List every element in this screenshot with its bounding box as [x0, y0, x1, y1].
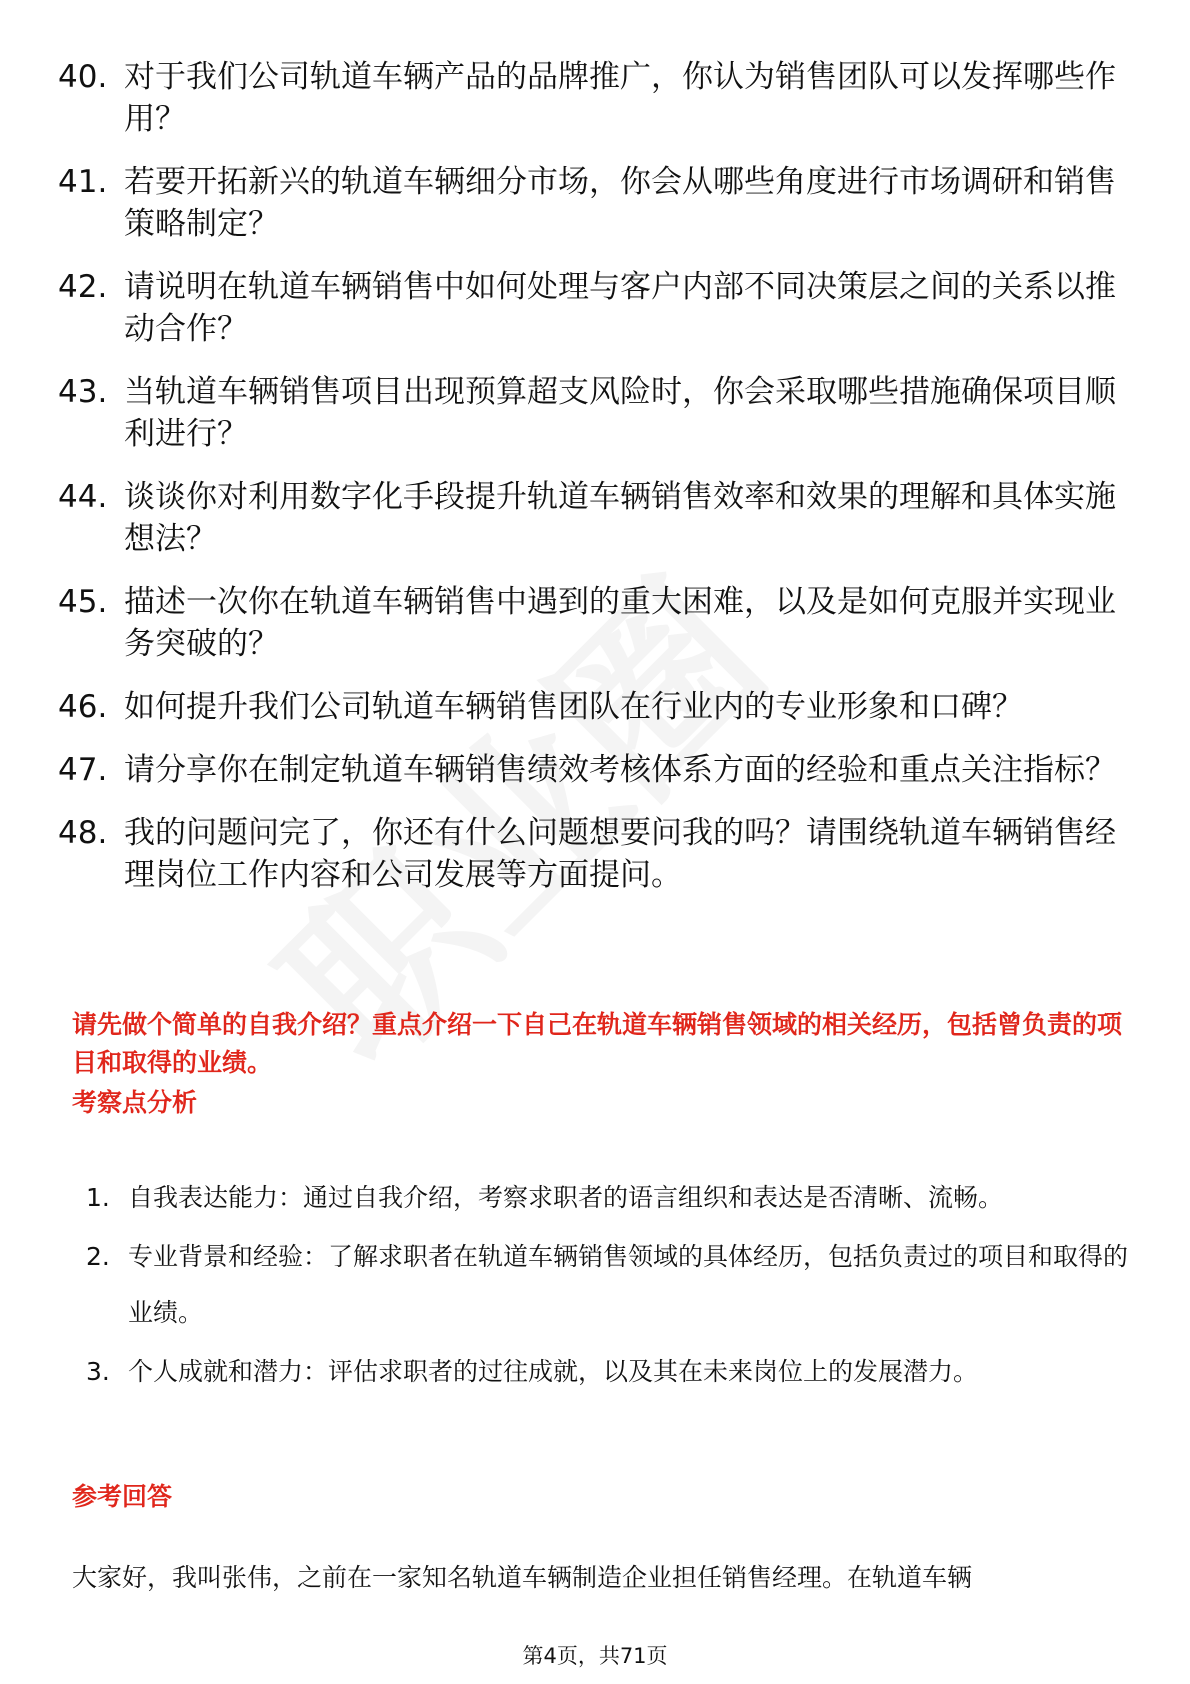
analysis-item — [86, 1170, 1136, 1226]
analysis-number: 2. — [86, 1242, 110, 1271]
question-text: 我的问题问完了，你还有什么问题想要问我的吗？请围绕轨道车辆销售经理岗位工作内容和公司发展等方面提问。 — [124, 815, 1116, 893]
featured-question: 请先做个简单的自我介绍？重点介绍一下自己在轨道车辆销售领域的相关经历，包括曾负责的项目和取得的业绩。 — [72, 1010, 1123, 1077]
question-text: 如何提升我们公司轨道车辆销售团队在行业内的专业形象和口碑？ — [124, 689, 1023, 725]
question-number: 45. — [58, 584, 108, 620]
question-text: 描述一次你在轨道车辆销售中遇到的重大困难，以及是如何克服并实现业务突破的？ — [124, 584, 1116, 662]
question-item — [58, 686, 1133, 728]
analysis-number: 1. — [86, 1183, 110, 1212]
analysis-number: 3. — [86, 1357, 110, 1386]
question-text: 请分享你在制定轨道车辆销售绩效考核体系方面的经验和重点关注指标？ — [124, 752, 1116, 788]
analysis-item — [86, 1229, 1136, 1341]
question-text: 当轨道车辆销售项目出现预算超支风险时，你会采取哪些措施确保项目顺利进行？ — [124, 374, 1116, 452]
question-item — [58, 476, 1133, 560]
question-item — [58, 581, 1133, 665]
question-number: 44. — [58, 479, 108, 515]
question-item — [58, 56, 1133, 140]
question-list — [58, 56, 1133, 917]
question-item — [58, 371, 1133, 455]
analysis-item — [86, 1344, 1136, 1400]
question-number: 40. — [58, 59, 108, 95]
analysis-list — [86, 1170, 1136, 1403]
question-number: 47. — [58, 752, 108, 788]
analysis-text: 个人成就和潜力：评估求职者的过往成就，以及其在未来岗位上的发展潜力。 — [128, 1357, 979, 1386]
question-text: 谈谈你对利用数字化手段提升轨道车辆销售效率和效果的理解和具体实施想法？ — [124, 479, 1116, 557]
answer-title: 参考回答 — [72, 1482, 173, 1511]
question-number: 48. — [58, 815, 108, 851]
analysis-text: 自我表达能力：通过自我介绍，考察求职者的语言组织和表达是否清晰、流畅。 — [128, 1183, 1004, 1212]
question-number: 41. — [58, 164, 108, 200]
question-item — [58, 749, 1133, 791]
question-item — [58, 266, 1133, 350]
answer-text: 大家好，我叫张伟，之前在一家知名轨道车辆制造企业担任销售经理。在轨道车辆 — [72, 1563, 973, 1592]
analysis-text: 专业背景和经验：了解求职者在轨道车辆销售领域的具体经历，包括负责过的项目和取得的业绩。 — [128, 1242, 1129, 1327]
question-text: 对于我们公司轨道车辆产品的品牌推广，你认为销售团队可以发挥哪些作用？ — [124, 59, 1116, 137]
page-footer: 第4页，共71页 — [522, 1644, 668, 1668]
question-text: 若要开拓新兴的轨道车辆细分市场，你会从哪些角度进行市场调研和销售策略制定？ — [124, 164, 1116, 242]
question-number: 43. — [58, 374, 108, 410]
question-text: 请说明在轨道车辆销售中如何处理与客户内部不同决策层之间的关系以推动合作？ — [124, 269, 1116, 347]
question-number: 42. — [58, 269, 108, 305]
question-item — [58, 161, 1133, 245]
question-item — [58, 812, 1133, 896]
question-number: 46. — [58, 689, 108, 725]
analysis-title: 考察点分析 — [72, 1088, 198, 1117]
